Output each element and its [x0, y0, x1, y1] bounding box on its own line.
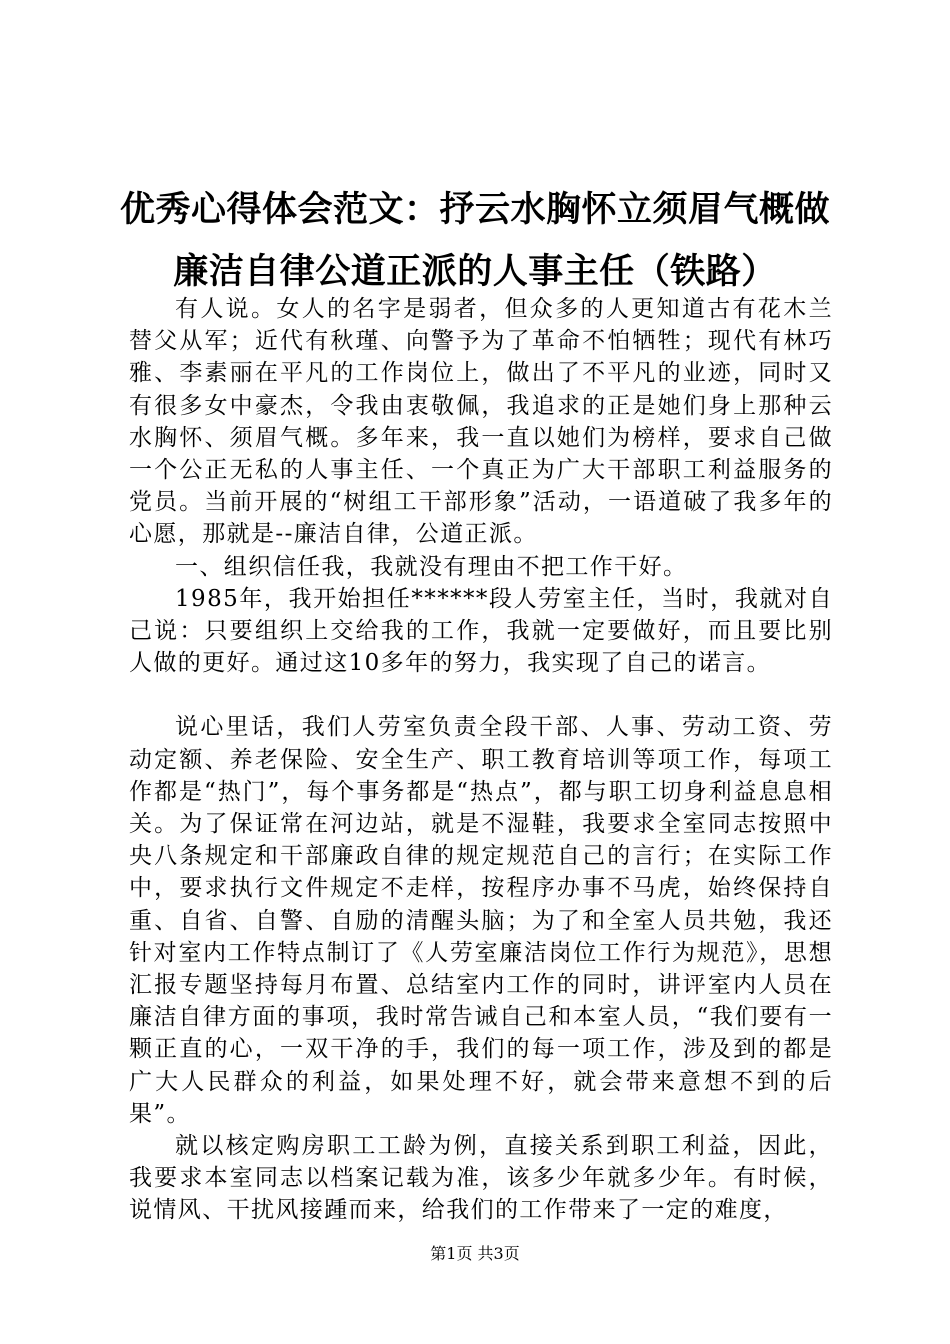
paragraph-seniority-example: 就以核定购房职工工龄为例，直接关系到职工利益，因此，我要求本室同志以档案记载为准，该多少年就多少年。有时候，说情风、干扰风接踵而来，给我们的工作带来了一定的难度，	[129, 1133, 833, 1224]
paragraph-intro: 有人说。女人的名字是弱者，但众多的人更知道古有花木兰替父从军；近代有秋瑾、向警予为了革命不怕牺牲；现代有林巧雅、李素丽在平凡的工作岗位上，做出了不平凡的业迹，同时又有很多女中豪杰，令我由衷敬佩，我追求的正是她们身上那种云水胸怀、须眉气概。多年来，我一直以她们为榜样，要求自己做一个公正无私的人事主任、一个真正为广大干部职工利益服务的党员。当前开展的“树组工干部形象”活动，一语道破了我多年的心愿，那就是--廉洁自律，公道正派。	[129, 296, 833, 548]
page-number-footer: 第1页 共3页	[430, 1244, 520, 1263]
document-title-line-1: 优秀心得体会范文：抒云水胸怀立须眉气概做	[119, 190, 830, 230]
paragraph-office-duties: 说心里话，我们人劳室负责全段干部、人事、劳动工资、劳动定额、养老保险、安全生产、职工教育培训等项工作，每项工作都是“热门”，每个事务都是“热点”，都与职工切身利益息息相关。为了保证常在河边站，就是不湿鞋，我要求全室同志按照中央八条规定和干部廉政自律的规定规范自己的言行；在实际工作中，要求执行文件规定不走样，按程序办事不马虎，始终保持自重、自省、自警、自励的清醒头脑；为了和全室人员共勉，我还针对室内工作特点制订了《人劳室廉洁岗位工作行为规范》，思想汇报专题坚持每月布置、总结室内工作的同时，讲评室内人员在廉洁自律方面的事项，我时常告诫自己和本室人员，“我们要有一颗正直的心，一双干净的手，我们的每一项工作，涉及到的都是广大人民群众的利益，如果处理不好，就会带来意想不到的后果”。	[129, 714, 833, 1127]
paragraph-1985: 1985年，我开始担任******段人劳室主任，当时，我就对自己说：只要组织上交给我的工作，我就一定要做好，而且要比别人做的更好。通过这10多年的努力，我实现了自己的诺言。	[129, 585, 833, 677]
paragraph-section-heading: 一、组织信任我，我就没有理由不把工作干好。	[175, 553, 688, 580]
document-title-line-2: 廉洁自律公道正派的人事主任（铁路）	[173, 252, 777, 292]
document-body	[129, 293, 833, 1227]
